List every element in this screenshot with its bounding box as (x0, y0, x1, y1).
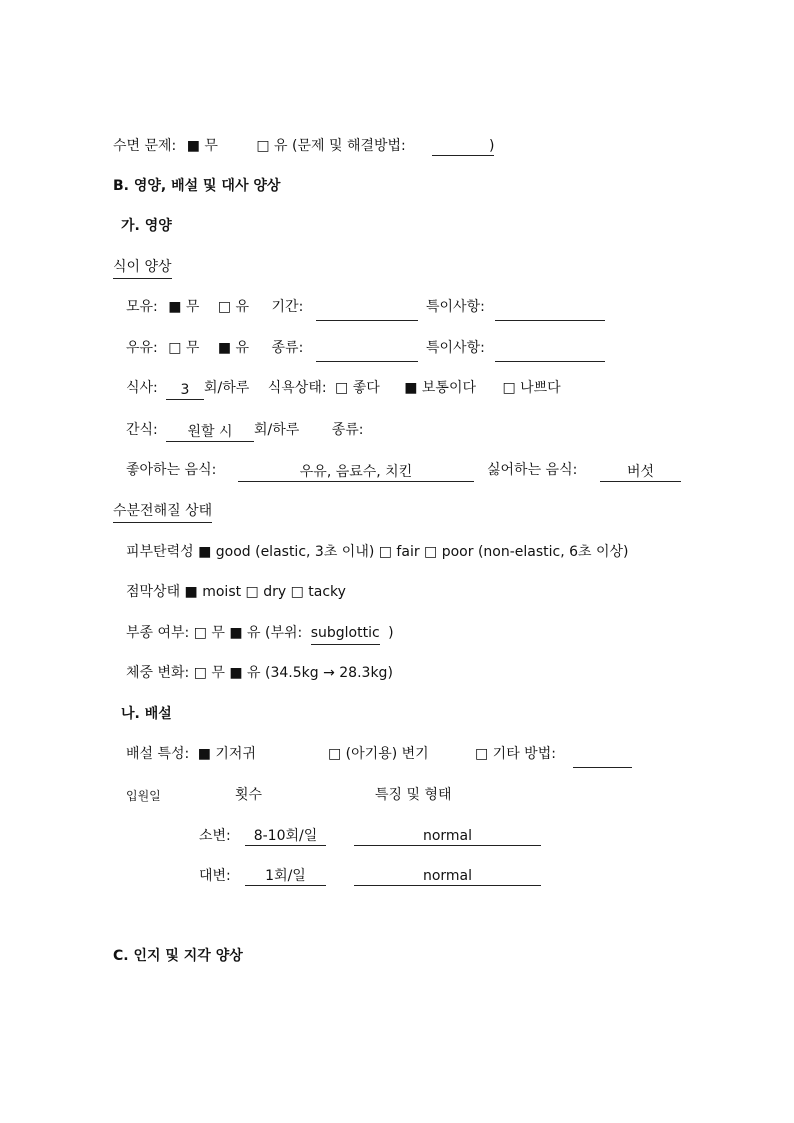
appetite-good-option[interactable]: □ 좋다 (335, 380, 380, 396)
sleep-no-option[interactable]: ■ 무 (186, 138, 218, 154)
breast-yes-option[interactable]: □ 유 (217, 299, 250, 315)
breast-milk-row (126, 298, 303, 316)
mucosa-row: 점막상태 ■ moist □ dry □ tacky (126, 584, 346, 600)
appetite-bad-option[interactable]: □ 나쁘다 (502, 380, 561, 396)
meal-per-day: 회/하루 (204, 380, 250, 396)
breast-no-option[interactable]: ■ 무 (168, 299, 200, 315)
edema-close: ) (388, 625, 394, 641)
eating-pattern-title: 식이 양상 (113, 258, 172, 276)
breast-label: 모유: (126, 299, 158, 315)
stool-label: 대변: (199, 868, 231, 884)
meal-label: 식사: (126, 380, 158, 396)
cow-milk-row (126, 339, 303, 357)
snack-label: 간식: (126, 422, 158, 438)
breast-period-field[interactable] (316, 302, 418, 321)
skin-turgor-row: 피부탄력성 ■ good (elastic, 3초 이내) □ fair □ poor (non-elastic, 6초 이상) (126, 544, 629, 560)
sleep-yes-option[interactable]: □ 유 (문제 및 해결방법: (256, 138, 406, 154)
nutrition-title: 가. 영양 (121, 218, 172, 234)
milk-label: 우유: (126, 340, 158, 356)
dislike-food-field[interactable]: 버섯 (600, 463, 681, 482)
appetite-normal-option[interactable]: ■ 보통이다 (404, 380, 476, 396)
weight-change-row: 체중 변화: □ 무 ■ 유 (34.5kg → 28.3kg) (126, 665, 393, 681)
count-header: 횟수 (235, 787, 263, 803)
snack-value-field[interactable]: 원할 시 (166, 423, 254, 442)
diaper-option[interactable]: ■ 기저귀 (197, 746, 256, 762)
edema-site[interactable]: subglottic (311, 625, 380, 645)
breast-note-label: 특이사항: (426, 299, 485, 315)
milk-kind-label: 종류: (271, 340, 304, 356)
hydration-title: 수분전해질 상태 (113, 502, 212, 520)
milk-no-option[interactable]: □ 무 (168, 340, 200, 356)
stool-feature-field[interactable]: normal (354, 867, 541, 886)
meal-count-field[interactable]: 3 (166, 381, 204, 400)
elimination-feature-row (126, 745, 256, 763)
stool-count-field[interactable]: 1회/일 (245, 867, 326, 886)
other-method-field[interactable] (573, 749, 632, 768)
sleep-problem-row (113, 137, 406, 155)
edema-row (126, 624, 394, 642)
dislike-food-label: 싫어하는 음식: (487, 462, 578, 478)
potty-option[interactable]: □ (아기용) 변기 (328, 746, 429, 762)
breast-period-label: 기간: (271, 299, 304, 315)
other-method-option[interactable]: □ 기타 방법: (475, 746, 556, 762)
admission-date-header: 입원일 (126, 789, 161, 803)
milk-kind-field[interactable] (316, 343, 418, 362)
like-food-field[interactable]: 우유, 음료수, 치킨 (238, 463, 474, 482)
section-b-title: B. 영양, 배설 및 대사 양상 (113, 178, 281, 194)
urine-count-field[interactable]: 8-10회/일 (245, 827, 326, 846)
snack-row-rest (254, 421, 364, 439)
elimination-title: 나. 배설 (121, 706, 172, 722)
breast-note-field[interactable] (495, 302, 605, 321)
meal-row-rest (204, 379, 561, 397)
section-c-title: C. 인지 및 지각 양상 (113, 948, 243, 964)
sleep-close-paren: ) (489, 138, 495, 154)
sleep-label: 수면 문제: (113, 138, 177, 154)
snack-per-day: 회/하루 (254, 422, 300, 438)
appetite-label: 식욕상태: (267, 380, 327, 396)
urine-feature-field[interactable]: normal (354, 827, 541, 846)
milk-note-field[interactable] (495, 343, 605, 362)
elimination-feature-label: 배설 특성: (126, 746, 190, 762)
sleep-solution-field[interactable] (432, 137, 494, 156)
urine-label: 소변: (199, 828, 231, 844)
feature-header: 특징 및 형태 (375, 787, 452, 803)
milk-yes-option[interactable]: ■ 유 (217, 340, 250, 356)
edema-text: 부종 여부: □ 무 ■ 유 (부위: (126, 625, 303, 641)
like-food-label: 좋아하는 음식: (126, 462, 217, 478)
snack-kind-label: 종류: (331, 422, 364, 438)
milk-note-label: 특이사항: (426, 340, 485, 356)
